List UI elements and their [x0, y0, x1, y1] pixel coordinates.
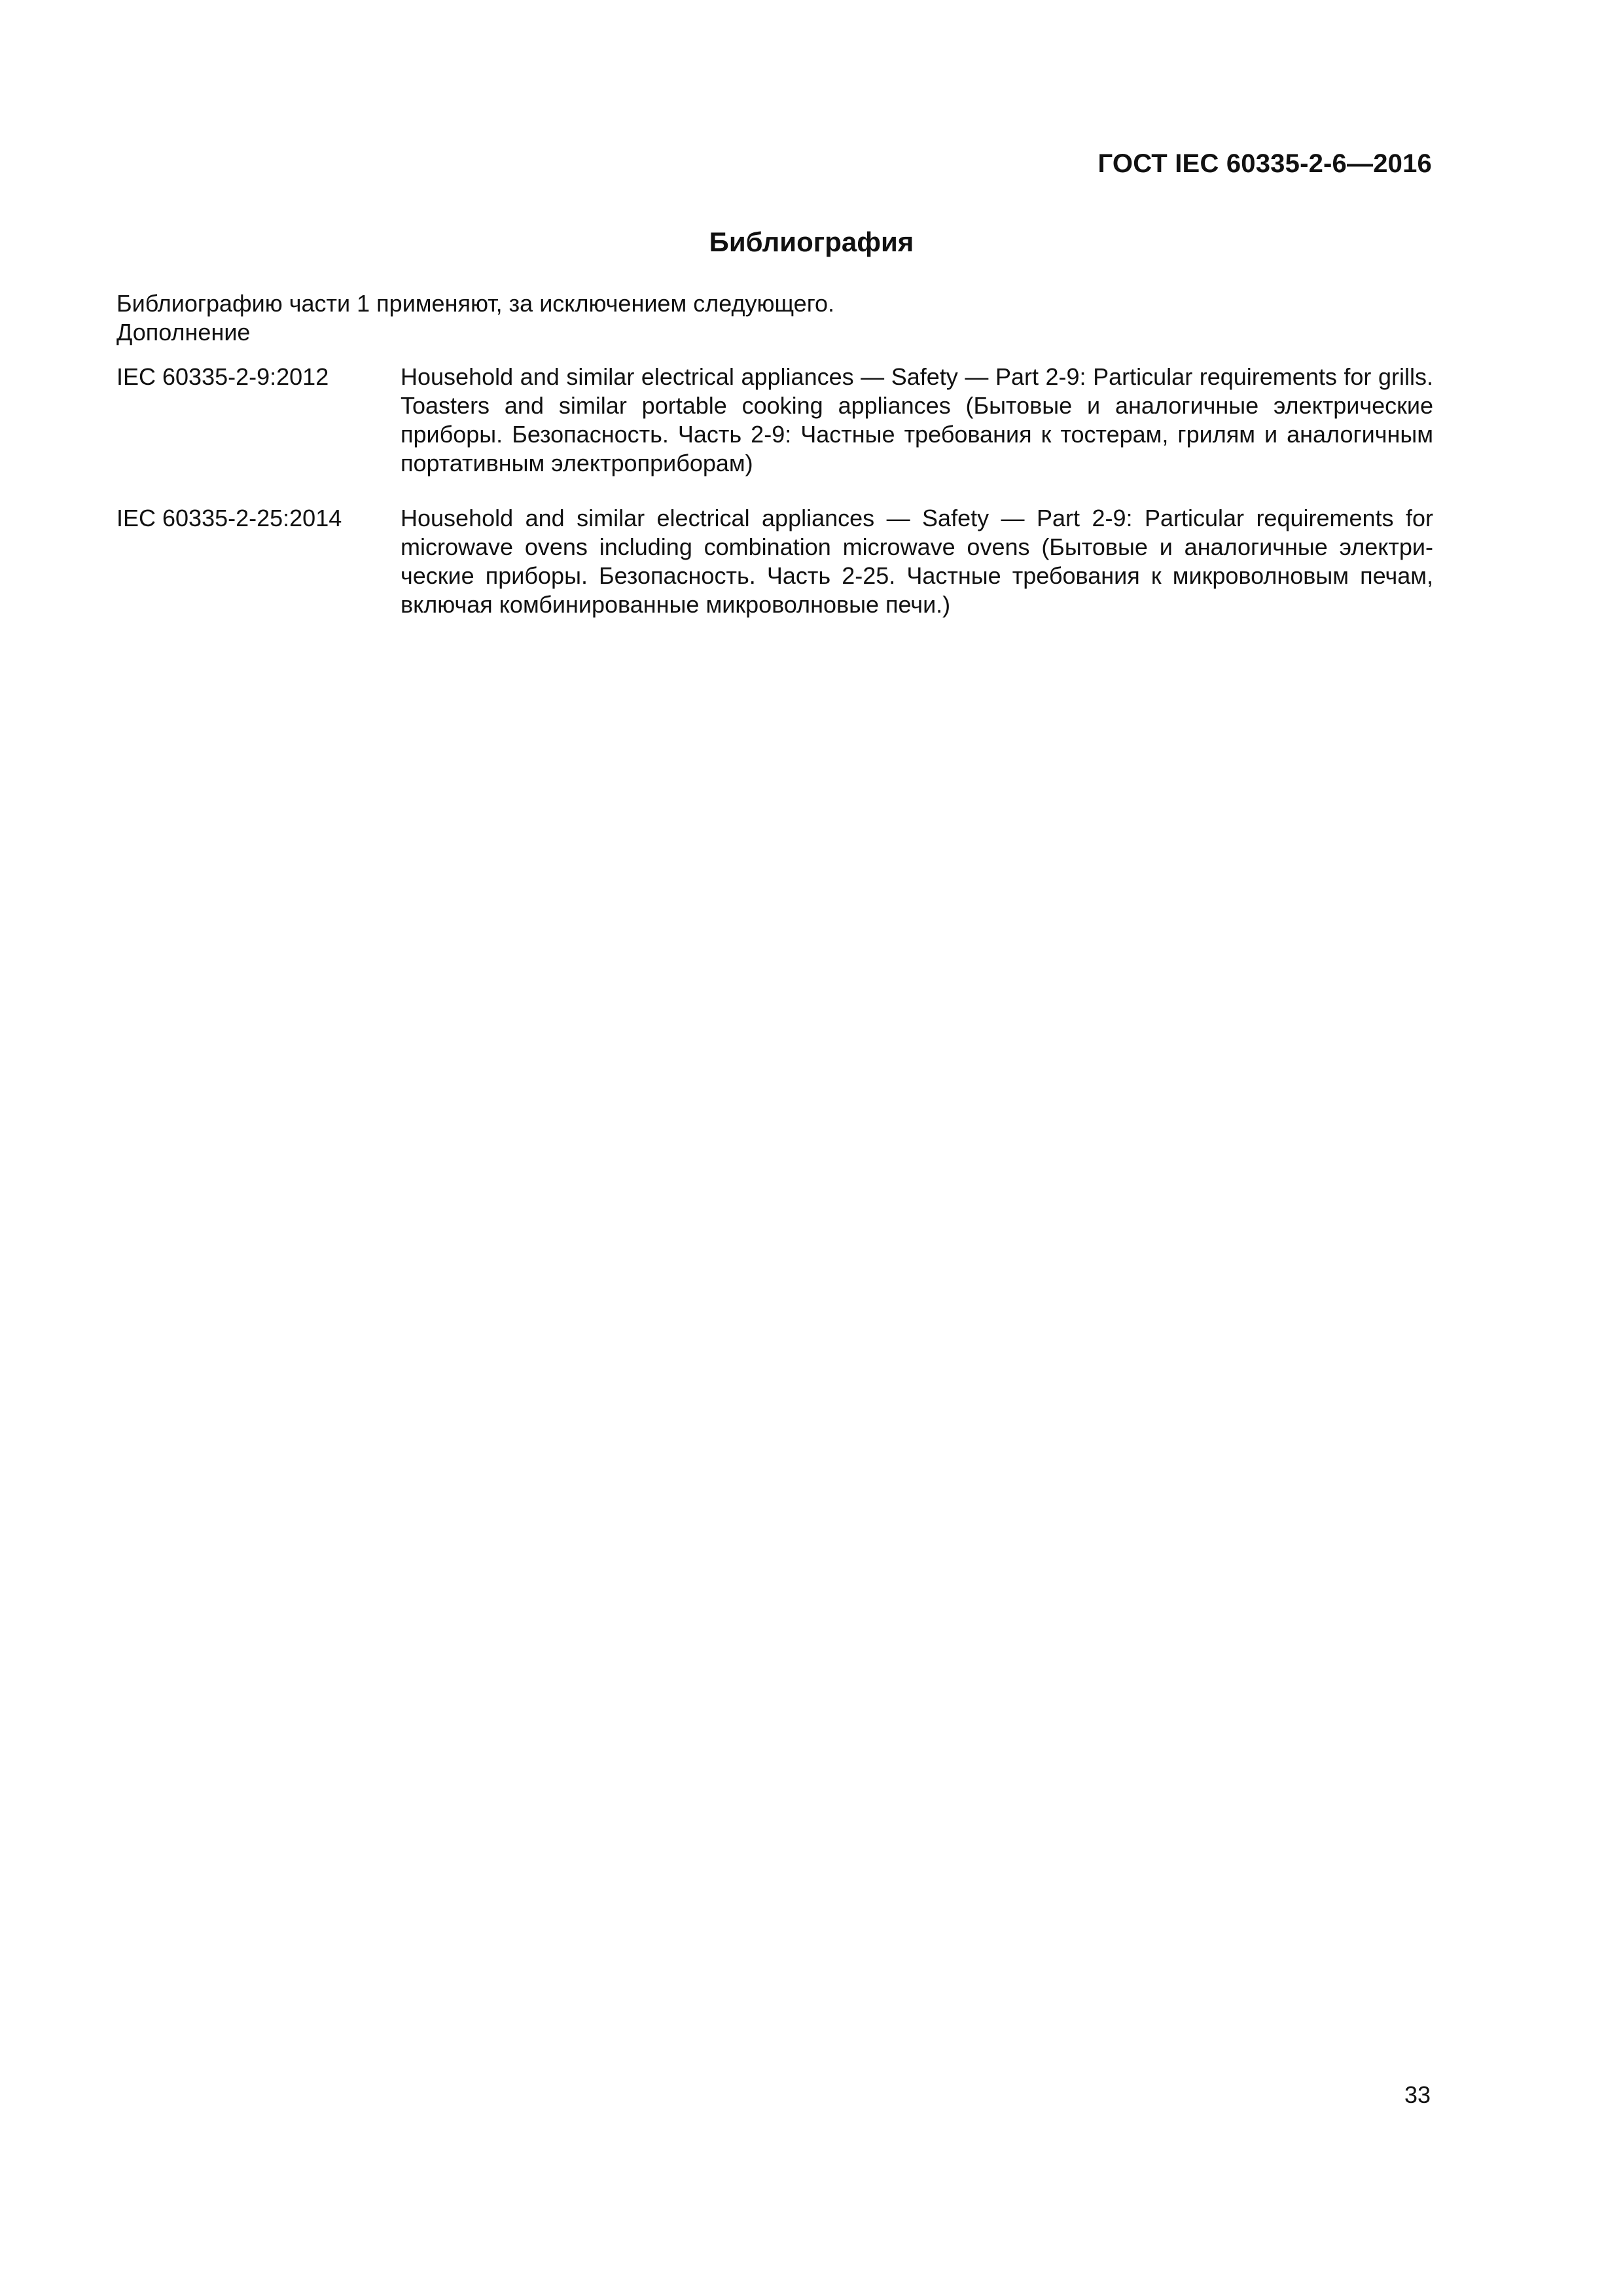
intro-line: Библиографию части 1 применяют, за исключением следующего.: [116, 290, 835, 317]
section-title: Библиография: [709, 226, 914, 257]
reference-code: IEC 60335-2-9:2012: [116, 363, 329, 390]
reference-item: [116, 504, 1433, 619]
document-code: ГОСТ IEC 60335-2-6—2016: [1097, 149, 1432, 178]
reference-code: IEC 60335-2-25:2014: [116, 505, 342, 531]
reference-description: Household and similar electrical appliances — Safety — Part 2-9: Particular requirements for grills. Toasters and similar portable cooking appliances (Бытовые и аналогичные электрические приборы. Безопасность. Часть 2-9: Частные требования к тостерам, грилям и аналогичным портативным электроприборам): [401, 363, 1433, 476]
reference-item: [116, 363, 1433, 478]
addition-label: Дополнение: [116, 319, 251, 346]
page-number: 33: [1404, 2081, 1431, 2108]
reference-description: Household and similar electrical appliances — Safety — Part 2-9: Particular requirements for microwave ovens including combination microwave ovens (Бытовые и аналогичные электрические приборы. Безопасность. Часть 2-25. Частные требования к микроволновым печам, включая комбинированные микроволновые печи.): [401, 505, 1433, 618]
intro-text: [116, 289, 834, 347]
reference-list: [116, 363, 1433, 645]
